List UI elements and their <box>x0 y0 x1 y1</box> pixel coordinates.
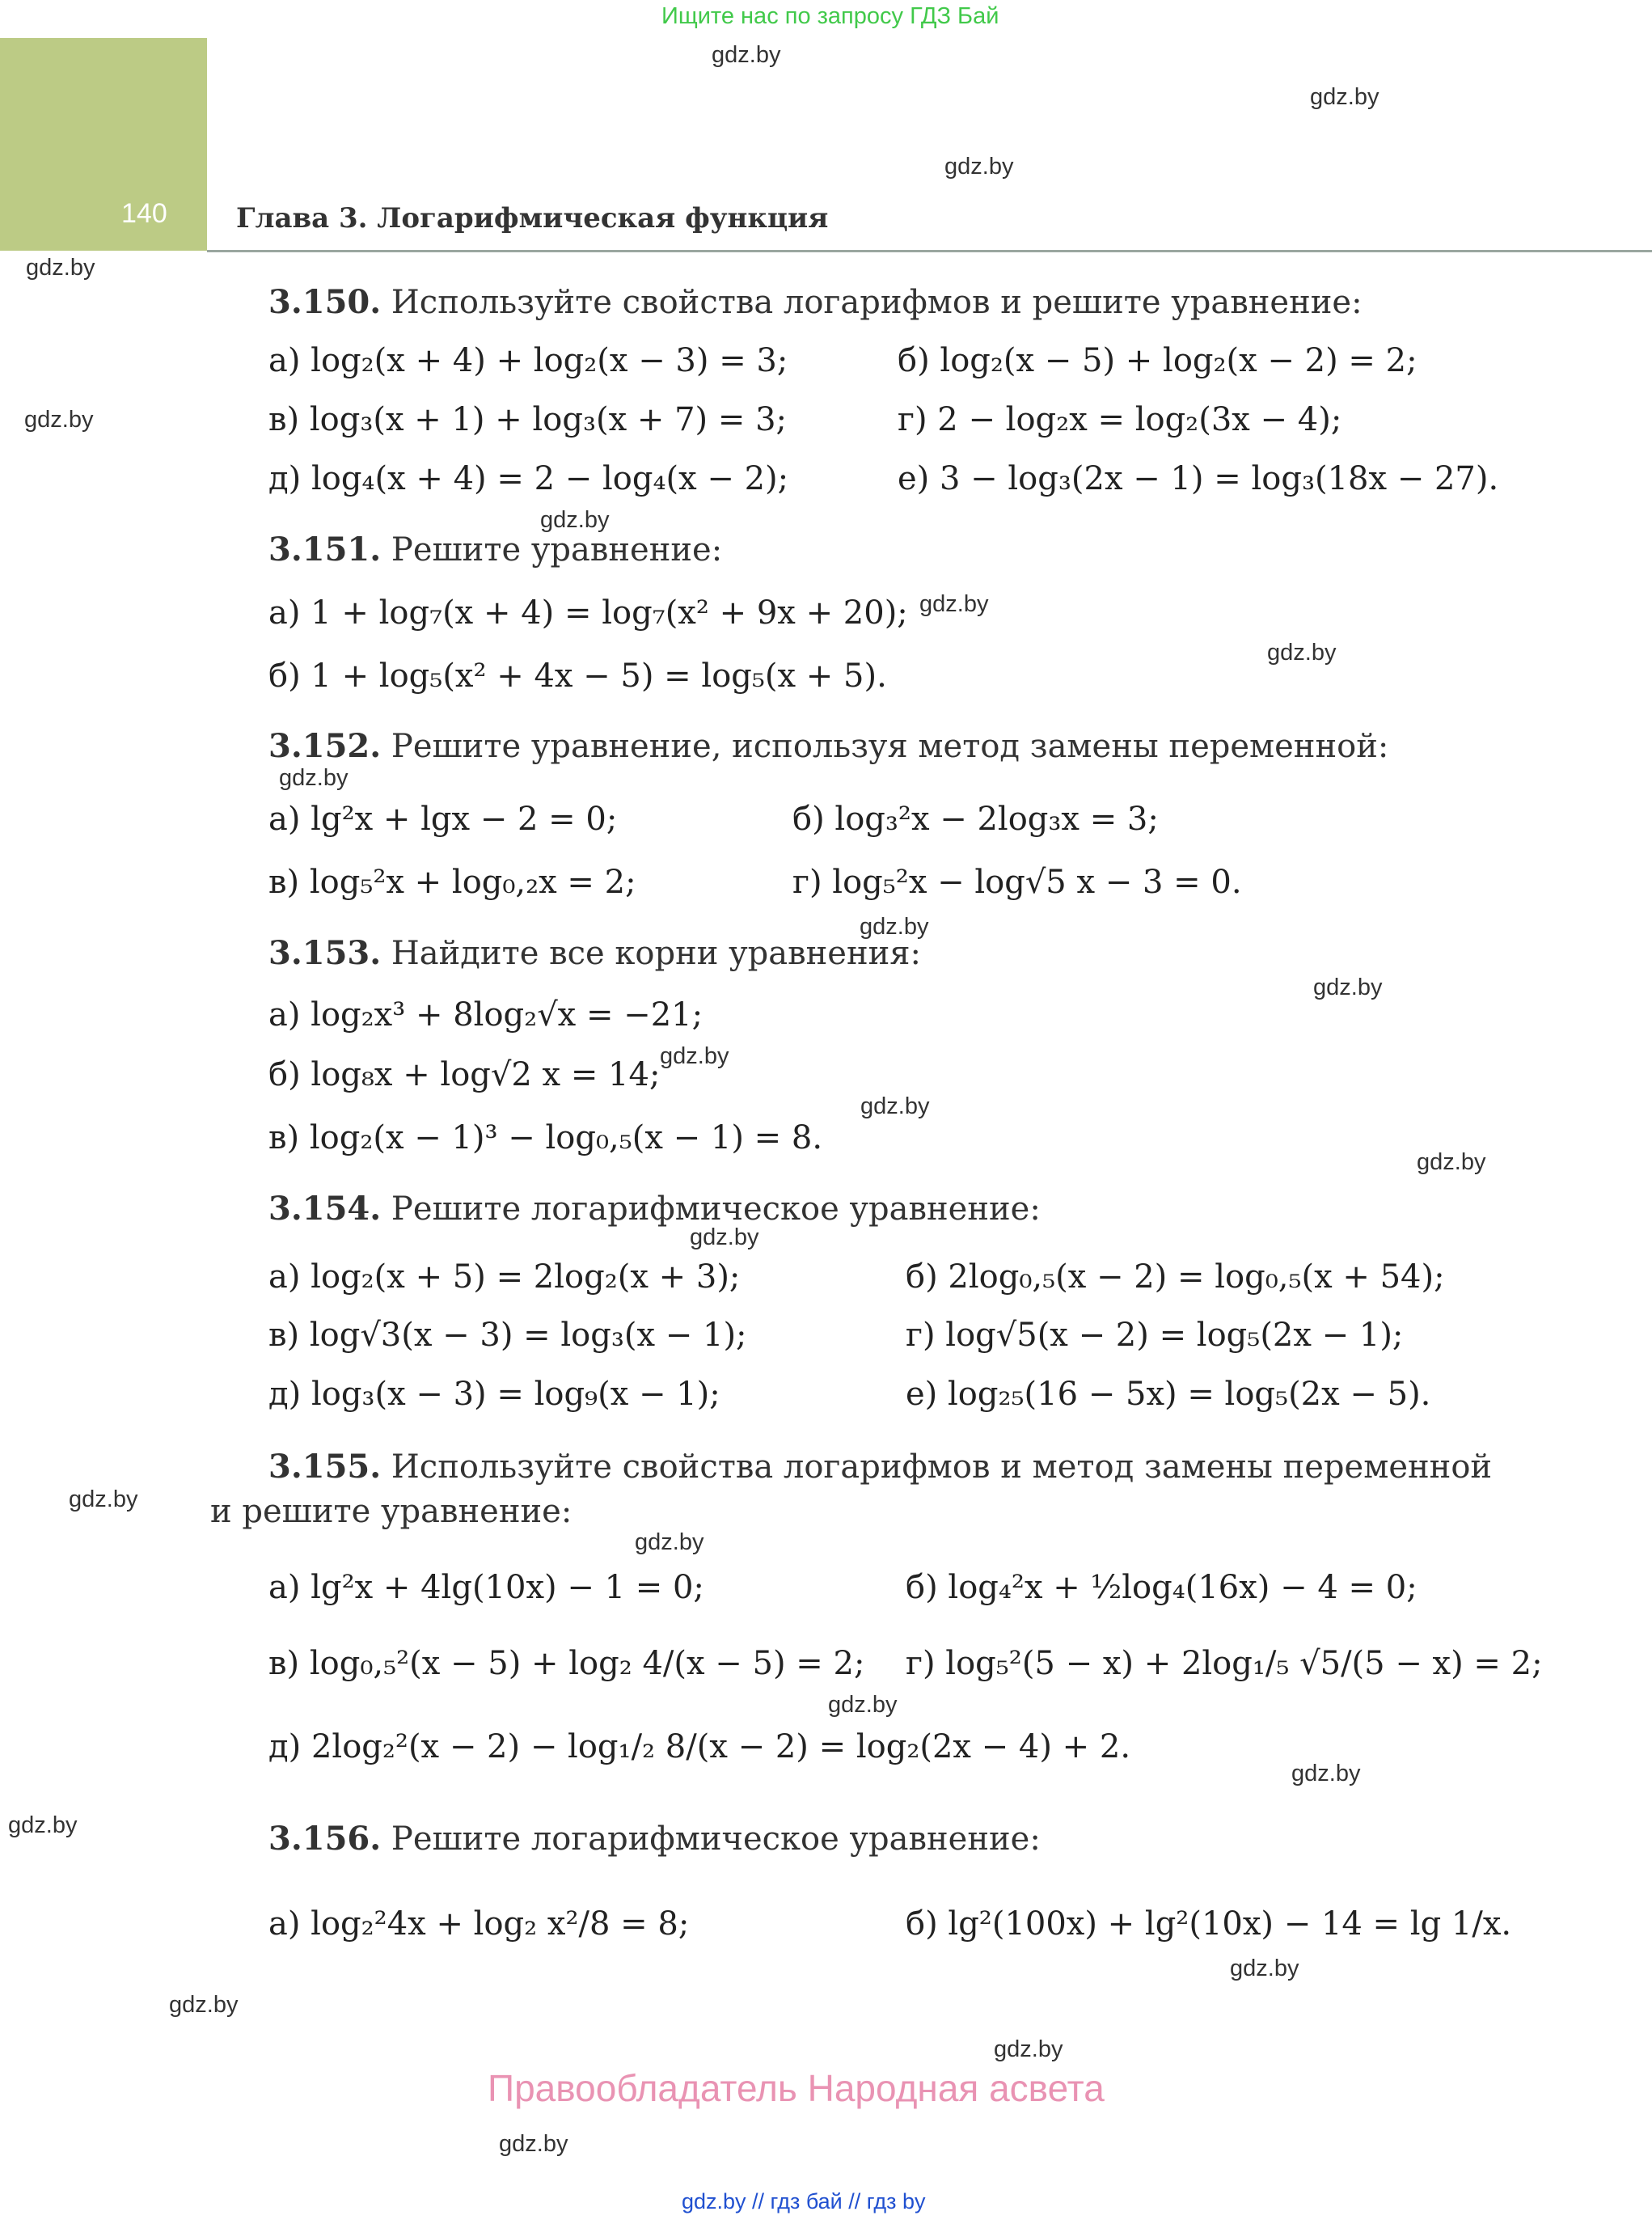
chapter-title: Глава 3. Логарифмическая функция <box>236 202 829 235</box>
equation-item: г) log√5(x − 2) = log₅(2x − 1); <box>906 1317 1404 1354</box>
copyright-notice: Правообладатель Народная асвета <box>488 2067 1105 2109</box>
problem-number: 3.150. <box>268 283 382 321</box>
equation-item: д) 2log₂²(x − 2) − log₁/₂ 8/(x − 2) = log₂(2x − 4) + 2. <box>268 1728 1131 1765</box>
watermark: gdz.by <box>1230 1956 1299 1981</box>
footer-links[interactable]: gdz.by // гдз бай // гдз by <box>682 2189 926 2213</box>
problem-heading <box>268 531 722 569</box>
watermark: gdz.by <box>499 2131 568 2157</box>
equation-item: а) log₂(x + 5) = 2log₂(x + 3); <box>268 1258 741 1296</box>
watermark: gdz.by <box>1291 1761 1361 1786</box>
watermark: gdz.by <box>994 2036 1063 2062</box>
watermark: gdz.by <box>860 914 929 940</box>
watermark: gdz.by <box>635 1529 704 1555</box>
equation-item: б) log₃²x − 2log₃x = 3; <box>792 801 1159 838</box>
problem-number: 3.152. <box>268 727 382 765</box>
equation-item: в) log√3(x − 3) = log₃(x − 1); <box>268 1317 747 1354</box>
watermark: gdz.by <box>919 591 989 617</box>
equation-item: б) log₂(x − 5) + log₂(x − 2) = 2; <box>898 342 1418 379</box>
equation-item: б) 2log₀,₅(x − 2) = log₀,₅(x + 54); <box>906 1258 1445 1296</box>
problem-number: 3.151. <box>268 531 382 569</box>
equation-item: б) 1 + log₅(x² + 4x − 5) = log₅(x + 5). <box>268 657 887 695</box>
problem-heading <box>268 727 1388 765</box>
problem-number: 3.155. <box>268 1448 382 1486</box>
equation-item: д) log₃(x − 3) = log₉(x − 1); <box>268 1376 720 1413</box>
equation-item: е) 3 − log₃(2x − 1) = log₃(18x − 27). <box>898 460 1499 497</box>
problem-heading <box>268 934 921 972</box>
watermark: gdz.by <box>279 765 349 791</box>
equation-item: б) log₄²x + ½log₄(16x) − 4 = 0; <box>906 1569 1418 1606</box>
problem-heading <box>268 1190 1041 1228</box>
equation-item: а) log₂x³ + 8log₂√x = −21; <box>268 996 703 1034</box>
equation-item: г) log₅²x − log√5 x − 3 = 0. <box>792 864 1242 901</box>
header-divider <box>207 250 1652 252</box>
watermark: gdz.by <box>24 407 94 433</box>
equation-item: д) log₄(x + 4) = 2 − log₄(x − 2); <box>268 460 789 497</box>
problem-title: Найдите все корни уравнения: <box>391 935 922 972</box>
problem-title: Используйте свойства логарифмов и решите уравнение: <box>391 284 1363 321</box>
problem-heading <box>268 1448 1492 1486</box>
equation-item: г) 2 − log₂x = log₂(3x − 4); <box>898 401 1342 438</box>
equation-item: в) log₃(x + 1) + log₃(x + 7) = 3; <box>268 401 788 438</box>
equation-item: в) log₀,₅²(x − 5) + log₂ 4/(x − 5) = 2; <box>268 1645 865 1682</box>
watermark: gdz.by <box>169 1992 239 2018</box>
problem-heading <box>268 1820 1041 1858</box>
equation-item: г) log₅²(5 − x) + 2log₁/₅ √5/(5 − x) = 2; <box>906 1645 1543 1682</box>
equation-item: в) log₅²x + log₀,₂x = 2; <box>268 864 636 901</box>
problem-title: Решите уравнение, используя метод замены переменной: <box>391 728 1389 765</box>
watermark: gdz.by <box>1267 640 1337 666</box>
problem-heading <box>268 283 1363 321</box>
equation-item: б) log₈x + log√2 x = 14; <box>268 1056 661 1093</box>
watermark: gdz.by <box>69 1486 138 1512</box>
problem-title: Используйте свойства логарифмов и метод замены переменной <box>391 1448 1493 1486</box>
equation-item: а) lg²x + lgx − 2 = 0; <box>268 801 618 838</box>
equation-item: а) log₂²4x + log₂ x²/8 = 8; <box>268 1905 690 1943</box>
watermark: gdz.by <box>26 255 95 281</box>
equation-item: б) lg²(100x) + lg²(10x) − 14 = lg 1/x. <box>906 1905 1512 1943</box>
equation-item: а) lg²x + 4lg(10x) − 1 = 0; <box>268 1569 704 1606</box>
watermark: gdz.by <box>8 1812 78 1838</box>
watermark: gdz.by <box>1313 975 1383 1000</box>
watermark: gdz.by <box>1310 84 1379 110</box>
page-corner-block <box>0 38 207 251</box>
problem-title: Решите логарифмическое уравнение: <box>391 1820 1041 1858</box>
problem-title-continued: и решите уравнение: <box>210 1493 572 1530</box>
watermark: gdz.by <box>1417 1149 1486 1175</box>
equation-item: а) 1 + log₇(x + 4) = log₇(x² + 9x + 20); <box>268 594 908 632</box>
problem-title: Решите логарифмическое уравнение: <box>391 1190 1041 1228</box>
problem-title: Решите уравнение: <box>391 531 723 569</box>
page-number: 140 <box>121 198 167 229</box>
watermark: gdz.by <box>860 1093 930 1119</box>
equation-item: в) log₂(x − 1)³ − log₀,₅(x − 1) = 8. <box>268 1119 823 1156</box>
problem-number: 3.156. <box>268 1820 382 1858</box>
watermark: gdz.by <box>828 1692 898 1718</box>
problem-number: 3.154. <box>268 1190 382 1228</box>
problem-number: 3.153. <box>268 934 382 972</box>
equation-item: а) log₂(x + 4) + log₂(x − 3) = 3; <box>268 342 788 379</box>
top-banner[interactable]: Ищите нас по запросу ГДЗ Бай <box>661 3 999 29</box>
watermark: gdz.by <box>944 154 1014 180</box>
watermark: gdz.by <box>712 42 781 68</box>
equation-item: е) log₂₅(16 − 5x) = log₅(2x − 5). <box>906 1376 1431 1413</box>
watermark: gdz.by <box>660 1043 729 1069</box>
watermark: gdz.by <box>540 507 610 533</box>
watermark: gdz.by <box>690 1224 759 1250</box>
